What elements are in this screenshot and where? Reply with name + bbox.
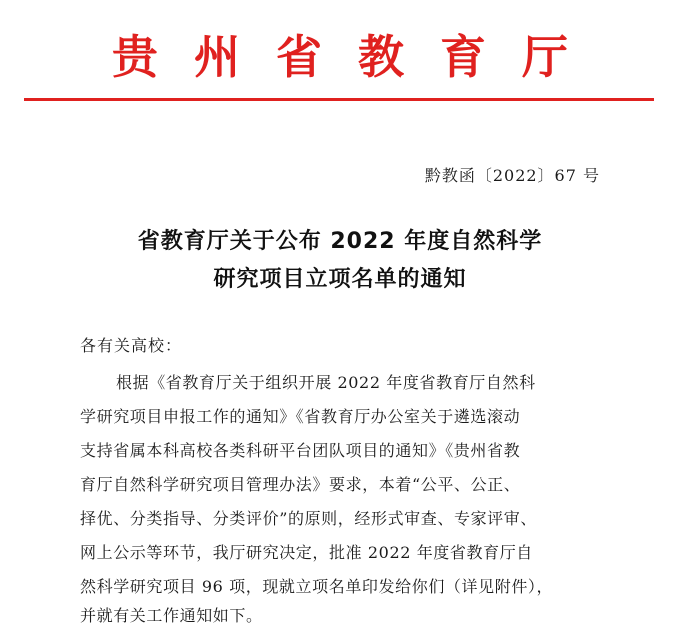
- body-line-4: 育厅自然科学研究项目管理办法》要求，本着“公平、公正、: [80, 475, 521, 494]
- body-line-8: 并就有关工作通知如下。: [80, 606, 263, 625]
- letterhead-divider: [24, 98, 654, 101]
- body-line-6: 网上公示等环节，我厅研究决定，批准 2022 年度省教育厅自: [80, 543, 533, 562]
- document-title-line-1: 省教育厅关于公布 2022 年度自然科学: [137, 229, 543, 254]
- letterhead: [0, 22, 680, 92]
- document-title-line-2: 研究项目立项名单的通知: [213, 267, 467, 292]
- body-line-5: 择优、分类指导、分类评价”的原则，经形式审查、专家评审、: [80, 509, 537, 528]
- body-line-7: 然科学研究项目 96 项，现就立项名单印发给你们（详见附件），: [80, 577, 554, 596]
- salutation: 各有关高校：: [80, 336, 183, 355]
- body-line-3: 支持省属本科高校各类科研平台团队项目的通知》《贵州省教: [80, 441, 521, 460]
- document-number: 黔教函〔2022〕67 号: [424, 166, 600, 185]
- body-line-1: 根据《省教育厅关于组织开展 2022 年度省教育厅自然科: [116, 373, 536, 392]
- letterhead-title: 贵州省教育厅: [112, 30, 604, 84]
- body-line-2: 学研究项目申报工作的通知》《省教育厅办公室关于遴选滚动: [80, 407, 521, 426]
